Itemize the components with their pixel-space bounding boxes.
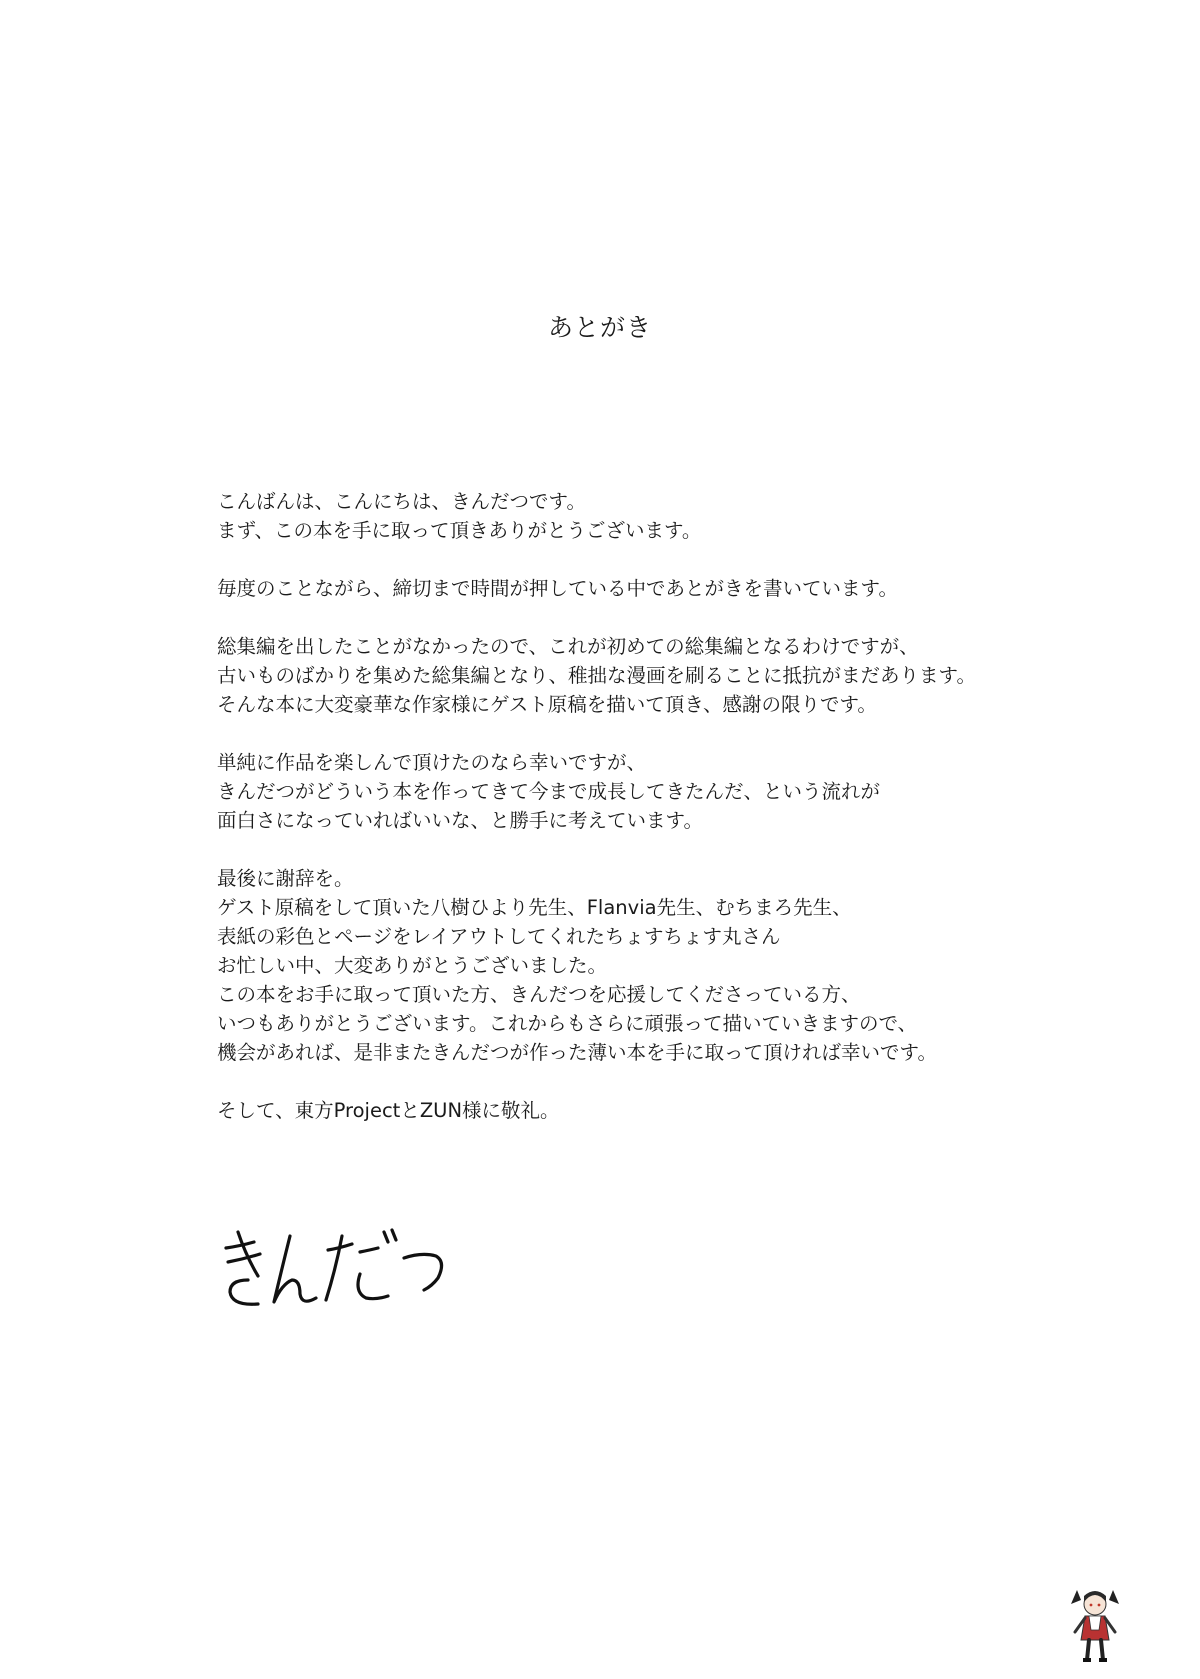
text-line: きんだつがどういう本を作ってきて今まで成長してきたんだ、という流れが xyxy=(217,780,881,803)
text-line: こんばんは、こんにちは、きんだつです。 xyxy=(217,490,586,513)
page-title: あとがき xyxy=(547,313,652,342)
text-line: ゲスト原稿をして頂いた八樹ひより先生、Flanvia先生、むちまろ先生、 xyxy=(217,896,852,919)
paragraph xyxy=(217,487,1117,545)
paragraph xyxy=(217,748,1117,835)
text-line: いつもありがとうございます。これからもさらに頑張って描いていきますので、 xyxy=(217,1012,918,1035)
text-line: お忙しい中、大変ありがとうございました。 xyxy=(217,954,608,977)
text-line: 機会があれば、是非またきんだつが作った薄い本を手に取って頂ければ幸いです。 xyxy=(217,1041,937,1064)
afterword-body xyxy=(217,487,1117,1154)
text-line: そして、東方ProjectとZUN様に敬礼。 xyxy=(217,1099,560,1122)
handwritten-signature xyxy=(220,1228,450,1318)
paragraph xyxy=(217,864,1117,1067)
paragraph xyxy=(217,1096,1117,1125)
text-line: 単純に作品を楽しんで頂けたのなら幸いですが、 xyxy=(217,751,647,774)
paragraph xyxy=(217,574,1117,603)
text-line: 総集編を出したことがなかったので、これが初めての総集編となるわけですが、 xyxy=(217,635,919,658)
paragraph xyxy=(217,632,1117,719)
text-line: 表紙の彩色とページをレイアウトしてくれたちょすちょす丸さん xyxy=(217,925,781,948)
text-line: そんな本に大変豪華な作家様にゲスト原稿を描いて頂き、感謝の限りです。 xyxy=(217,693,877,716)
character-illustration xyxy=(1067,1584,1123,1666)
text-line: この本をお手に取って頂いた方、きんだつを応援してくださっている方、 xyxy=(217,983,861,1006)
text-line: 最後に謝辞を。 xyxy=(217,867,354,890)
text-line: 毎度のことながら、締切まで時間が押している中であとがきを書いています。 xyxy=(217,577,898,600)
text-line: 面白さになっていればいいな、と勝手に考えています。 xyxy=(217,809,703,832)
text-line: 古いものばかりを集めた総集編となり、稚拙な漫画を刷ることに抵抗がまだあります。 xyxy=(217,664,976,687)
text-line: まず、この本を手に取って頂きありがとうございます。 xyxy=(217,519,702,542)
